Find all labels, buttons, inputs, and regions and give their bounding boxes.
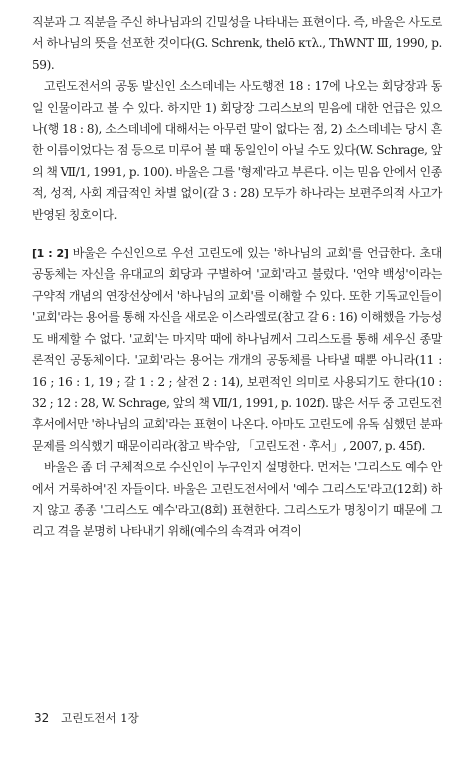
running-title: 고린도전서 1장: [61, 711, 139, 725]
verse-reference: [1 : 2]: [32, 247, 69, 261]
page-number: 32: [34, 711, 50, 725]
page-body: [32, 12, 442, 543]
paragraph-3-text: 바울은 수신인으로 우선 고린도에 있는 '하나님의 교회'를 언급한다. 초대 공동체는 자신을 유대교의 회당과 구별하여 '교회'라고 불렀다. '언약 백성'이라는 구약적 개념의 연장선상에서 '하나님의 교회'를 이해할 수 있다. 또한 기독교인들이 '교회'라는 용어를 통해 자신을 새로운 이스라엘로(참고 갈 6 : 16) 이해했을 가능성도 배제할 수 없다. '교회'는 마지막 때에 하나님께서 그리스도를 통해 세우신 종말론적인 공동체이다. '교회'라는 용어는 개개의 공동체를 나타낼 때뿐 아니라(11 : 16 ; 16 : 1, 19 ; 갈 1 : 2 ; 살전 2 : 14), 보편적인 의미로 사용되기도 한다(10 : 32 ; 12 : 28, W. Schrage, 앞의 책 Ⅶ/1, 1991, p. 102f). 많은 서두 중 고린도전후서에서만 '하나님의 교회'라는 표현이 나온다. 아마도 고린도에 유독 심했던 분파문제를 의식했기 때문이리라(참고 박수암, 「고린도전 · 후서」, 2007, p. 45f).: [32, 246, 442, 453]
paragraph-3: [32, 243, 442, 457]
paragraph-2: 고린도전서의 공동 발신인 소스데네는 사도행전 18 : 17에 나오는 회당장과 동일 인물이라고 볼 수 있다. 하지만 1) 회당장 그리스보의 믿음에 대한 언급은 있으나(행 18 : 8), 소스데네에 대해서는 아무런 말이 없다는 점, 2) 소스데네는 당시 흔한 이름이었다는 점 등으로 미루어 볼 때 동일인이 아닐 수도 있다(W. Schrage, 앞의 책 Ⅶ/1, 1991, p. 100). 바울은 그를 '형제'라고 부른다. 이는 믿음 안에서 인종적, 성적, 사회 계급적인 차별 없이(갈 3 : 28) 모두가 하나라는 보편주의적 사고가 반영된 칭호이다.: [32, 79, 442, 222]
paragraph-4: 바울은 좀 더 구체적으로 수신인이 누구인지 설명한다. 먼저는 '그리스도 예수 안에서 거룩하여'진 자들이다. 바울은 고린도전서에서 '예수 그리스도'라고(12회) 하지 않고 종종 '그리스도 예수'라고(8회) 표현한다. 그리스도가 명칭이기 때문에 그리고 격을 분명히 나타내기 위해(예수의 속격과 여격이: [32, 460, 442, 539]
paragraph-gap: [32, 226, 442, 243]
page-footer: [34, 710, 139, 726]
paragraph-1: 직분과 그 직분을 주신 하나님과의 긴밀성을 나타내는 표현이다. 즉, 바울은 사도로서 하나님의 뜻을 선포한 것이다(G. Schrenk, thelō κτλ., ThWNT Ⅲ, 1990, p. 59).: [32, 15, 442, 72]
